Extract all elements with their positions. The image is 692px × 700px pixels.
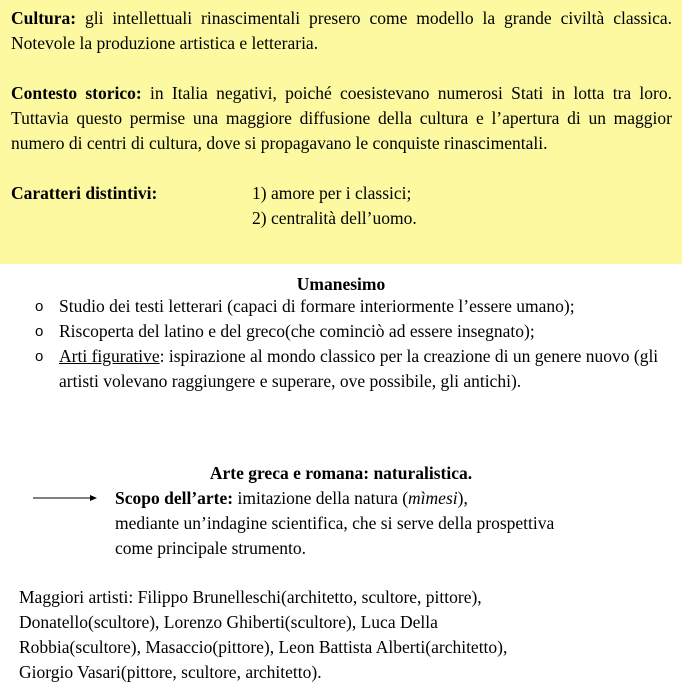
caratteri-label: Caratteri distintivi: (11, 183, 158, 203)
list-item (0, 344, 660, 394)
umanesimo-heading: Umanesimo (296, 274, 386, 294)
arrow-right-icon (33, 494, 97, 502)
artisti-line: Giorgio Vasari(pittore, scultore, architetto). (19, 662, 322, 682)
artisti-line: Donatello(scultore), Lorenzo Ghiberti(scultore), Luca Della (19, 612, 438, 632)
summary-box (0, 0, 682, 264)
scopo-text-end: ), (457, 488, 468, 508)
artisti-line: Maggiori artisti: Filippo Brunelleschi(architetto, scultore, pittore), (19, 587, 482, 607)
list-item-text: : ispirazione al mondo classico per la creazione di un genere nuovo (gli artisti volevano raggiungere e superare, ove possibile, gli antichi). (59, 346, 659, 391)
list-item-text: Studio dei testi letterari (capaci di formare interiormente l’essere umano); (59, 296, 575, 316)
contesto-label: Contesto storico: (11, 83, 142, 103)
bullet-icon: o (35, 348, 44, 365)
caratteri-item-2: 2) centralità dell’uomo. (252, 208, 417, 228)
bullet-icon: o (35, 323, 44, 340)
caratteri-items (252, 181, 417, 231)
caratteri-item-1: 1) amore per i classici; (252, 183, 412, 203)
cultura-paragraph (11, 6, 672, 56)
cultura-label: Cultura: (11, 8, 77, 28)
scopo-label: Scopo dell’arte: (115, 488, 234, 508)
scopo-block (115, 486, 675, 561)
scopo-text: imitazione della natura ( (233, 488, 409, 508)
caratteri-row (11, 181, 672, 228)
arte-heading: Arte greca e romana: naturalistica. (209, 463, 473, 483)
mimesi-term: mìmesi (408, 488, 458, 508)
umanesimo-list (0, 294, 660, 394)
artisti-paragraph (19, 585, 629, 685)
list-item (0, 294, 660, 319)
list-item-text: Riscoperta del latino e del greco(che cominciò ad essere insegnato); (59, 321, 535, 341)
cultura-text: gli intellettuali rinascimentali presero come modello la grande civiltà classica. Notevole la produzione artistica e letteraria. (11, 8, 672, 53)
artisti-line: Robbia(scultore), Masaccio(pittore), Leon Battista Alberti(architetto), (19, 637, 508, 657)
contesto-paragraph (11, 81, 672, 156)
contesto-text: in Italia negativi, poiché coesistevano numerosi Stati in lotta tra loro. Tuttavia questo permise una maggiore diffusione della cultura e l’apertura di un maggior numero di centri di cultura, dove si propagavano le conquiste rinascimentali. (11, 83, 672, 153)
list-item (0, 319, 660, 344)
scopo-line-2: mediante un’indagine scientifica, che si serve della prospettiva (115, 513, 555, 533)
scopo-line-3: come principale strumento. (115, 538, 306, 558)
bullet-icon: o (35, 298, 44, 315)
scopo-line-1 (115, 486, 675, 511)
arti-figurative-term: Arti figurative (59, 346, 160, 366)
